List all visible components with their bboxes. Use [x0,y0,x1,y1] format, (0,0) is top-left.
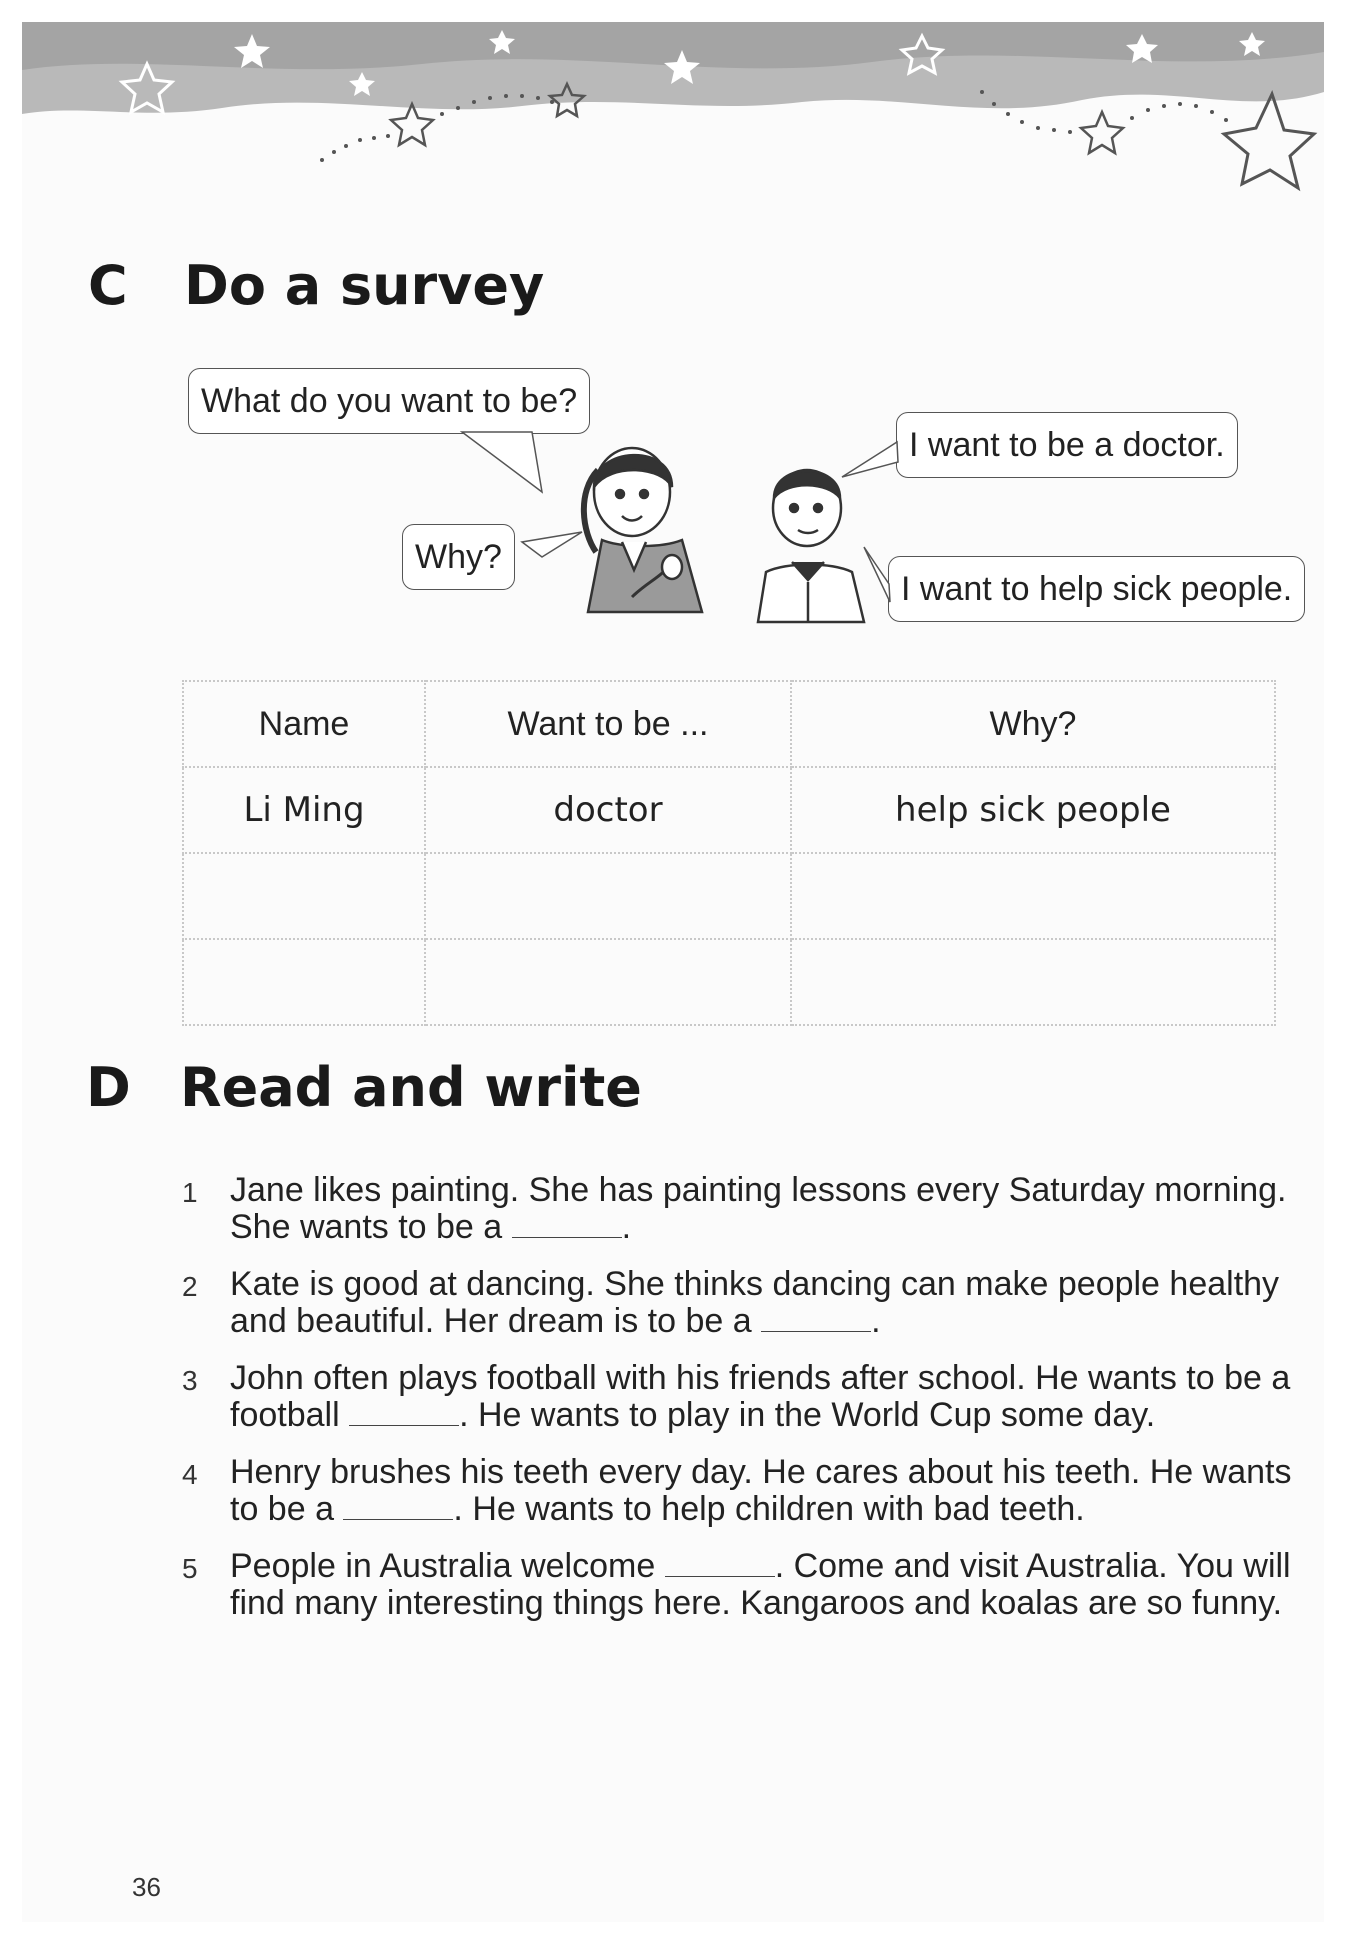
table-cell-name: Li Ming [183,767,425,853]
workbook-page [22,22,1324,1922]
answer-blank[interactable] [349,1397,459,1426]
speech-bubble-answer-text: I want to be a doctor. [909,426,1225,464]
section-c-letter: C [88,254,128,317]
survey-table [182,680,1276,1026]
speech-bubble-question-text: What do you want to be? [201,382,578,420]
item-number: 4 [182,1459,198,1490]
item-number: 2 [182,1271,198,1302]
item-text-before: Kate is good at dancing. She thinks dancing can make people healthy and beautiful. Her dream is to be a [230,1265,1280,1340]
item-text-before: Jane likes painting. She has painting lessons every Saturday morning. She wants to be a [230,1171,1287,1246]
table-cell-want-to-be: doctor [425,767,791,853]
table-cell-name[interactable] [183,853,425,939]
column-header-want-to-be: Want to be ... [425,681,791,767]
item-text-before: People in Australia welcome [230,1547,665,1585]
answer-blank[interactable] [343,1491,453,1520]
boy-icon [758,470,864,622]
item-text-after: . He wants to help children with bad teeth. [453,1490,1085,1528]
speech-bubble-why-text: Why? [415,538,502,576]
section-d-letter: D [86,1056,131,1119]
item-text-after: . He wants to play in the World Cup some day. [459,1396,1156,1434]
item-text-after: . [621,1208,632,1246]
column-header-name: Name [183,681,425,767]
list-item [182,1454,1322,1528]
table-cell-why: help sick people [791,767,1275,853]
list-item [182,1360,1322,1434]
section-d-title: Read and write [180,1056,642,1119]
table-row [183,853,1275,939]
girl-icon [584,448,702,612]
speech-bubble-reason-text: I want to help sick people. [901,570,1293,608]
table-cell-name[interactable] [183,939,425,1025]
column-header-why: Why? [791,681,1275,767]
item-text-after: . [871,1302,881,1340]
table-row [183,939,1275,1025]
list-item [182,1172,1322,1246]
table-cell-want-to-be[interactable] [425,939,791,1025]
table-cell-why[interactable] [791,939,1275,1025]
item-text-after: . Come and visit Australia. You will find many interesting things here. Kangaroos and koalas are so funny. [230,1547,1291,1622]
list-item [182,1548,1322,1622]
page-number: 36 [132,1872,161,1902]
table-row [183,767,1275,853]
item-number: 5 [182,1553,198,1584]
item-number: 3 [182,1365,198,1396]
section-c-title: Do a survey [184,254,545,317]
survey-illustration [22,22,1324,682]
answer-blank[interactable] [665,1548,775,1577]
item-number: 1 [182,1177,198,1208]
table-header-row [183,681,1275,767]
read-and-write-list [182,1172,1322,1642]
answer-blank[interactable] [512,1209,622,1238]
list-item [182,1266,1322,1340]
item-text-before: John often plays football with his friends after school. He wants to be a football [230,1359,1291,1434]
table-cell-why[interactable] [791,853,1275,939]
item-text-before: Henry brushes his teeth every day. He cares about his teeth. He wants to be a [230,1453,1292,1528]
table-cell-want-to-be[interactable] [425,853,791,939]
answer-blank[interactable] [761,1303,871,1332]
